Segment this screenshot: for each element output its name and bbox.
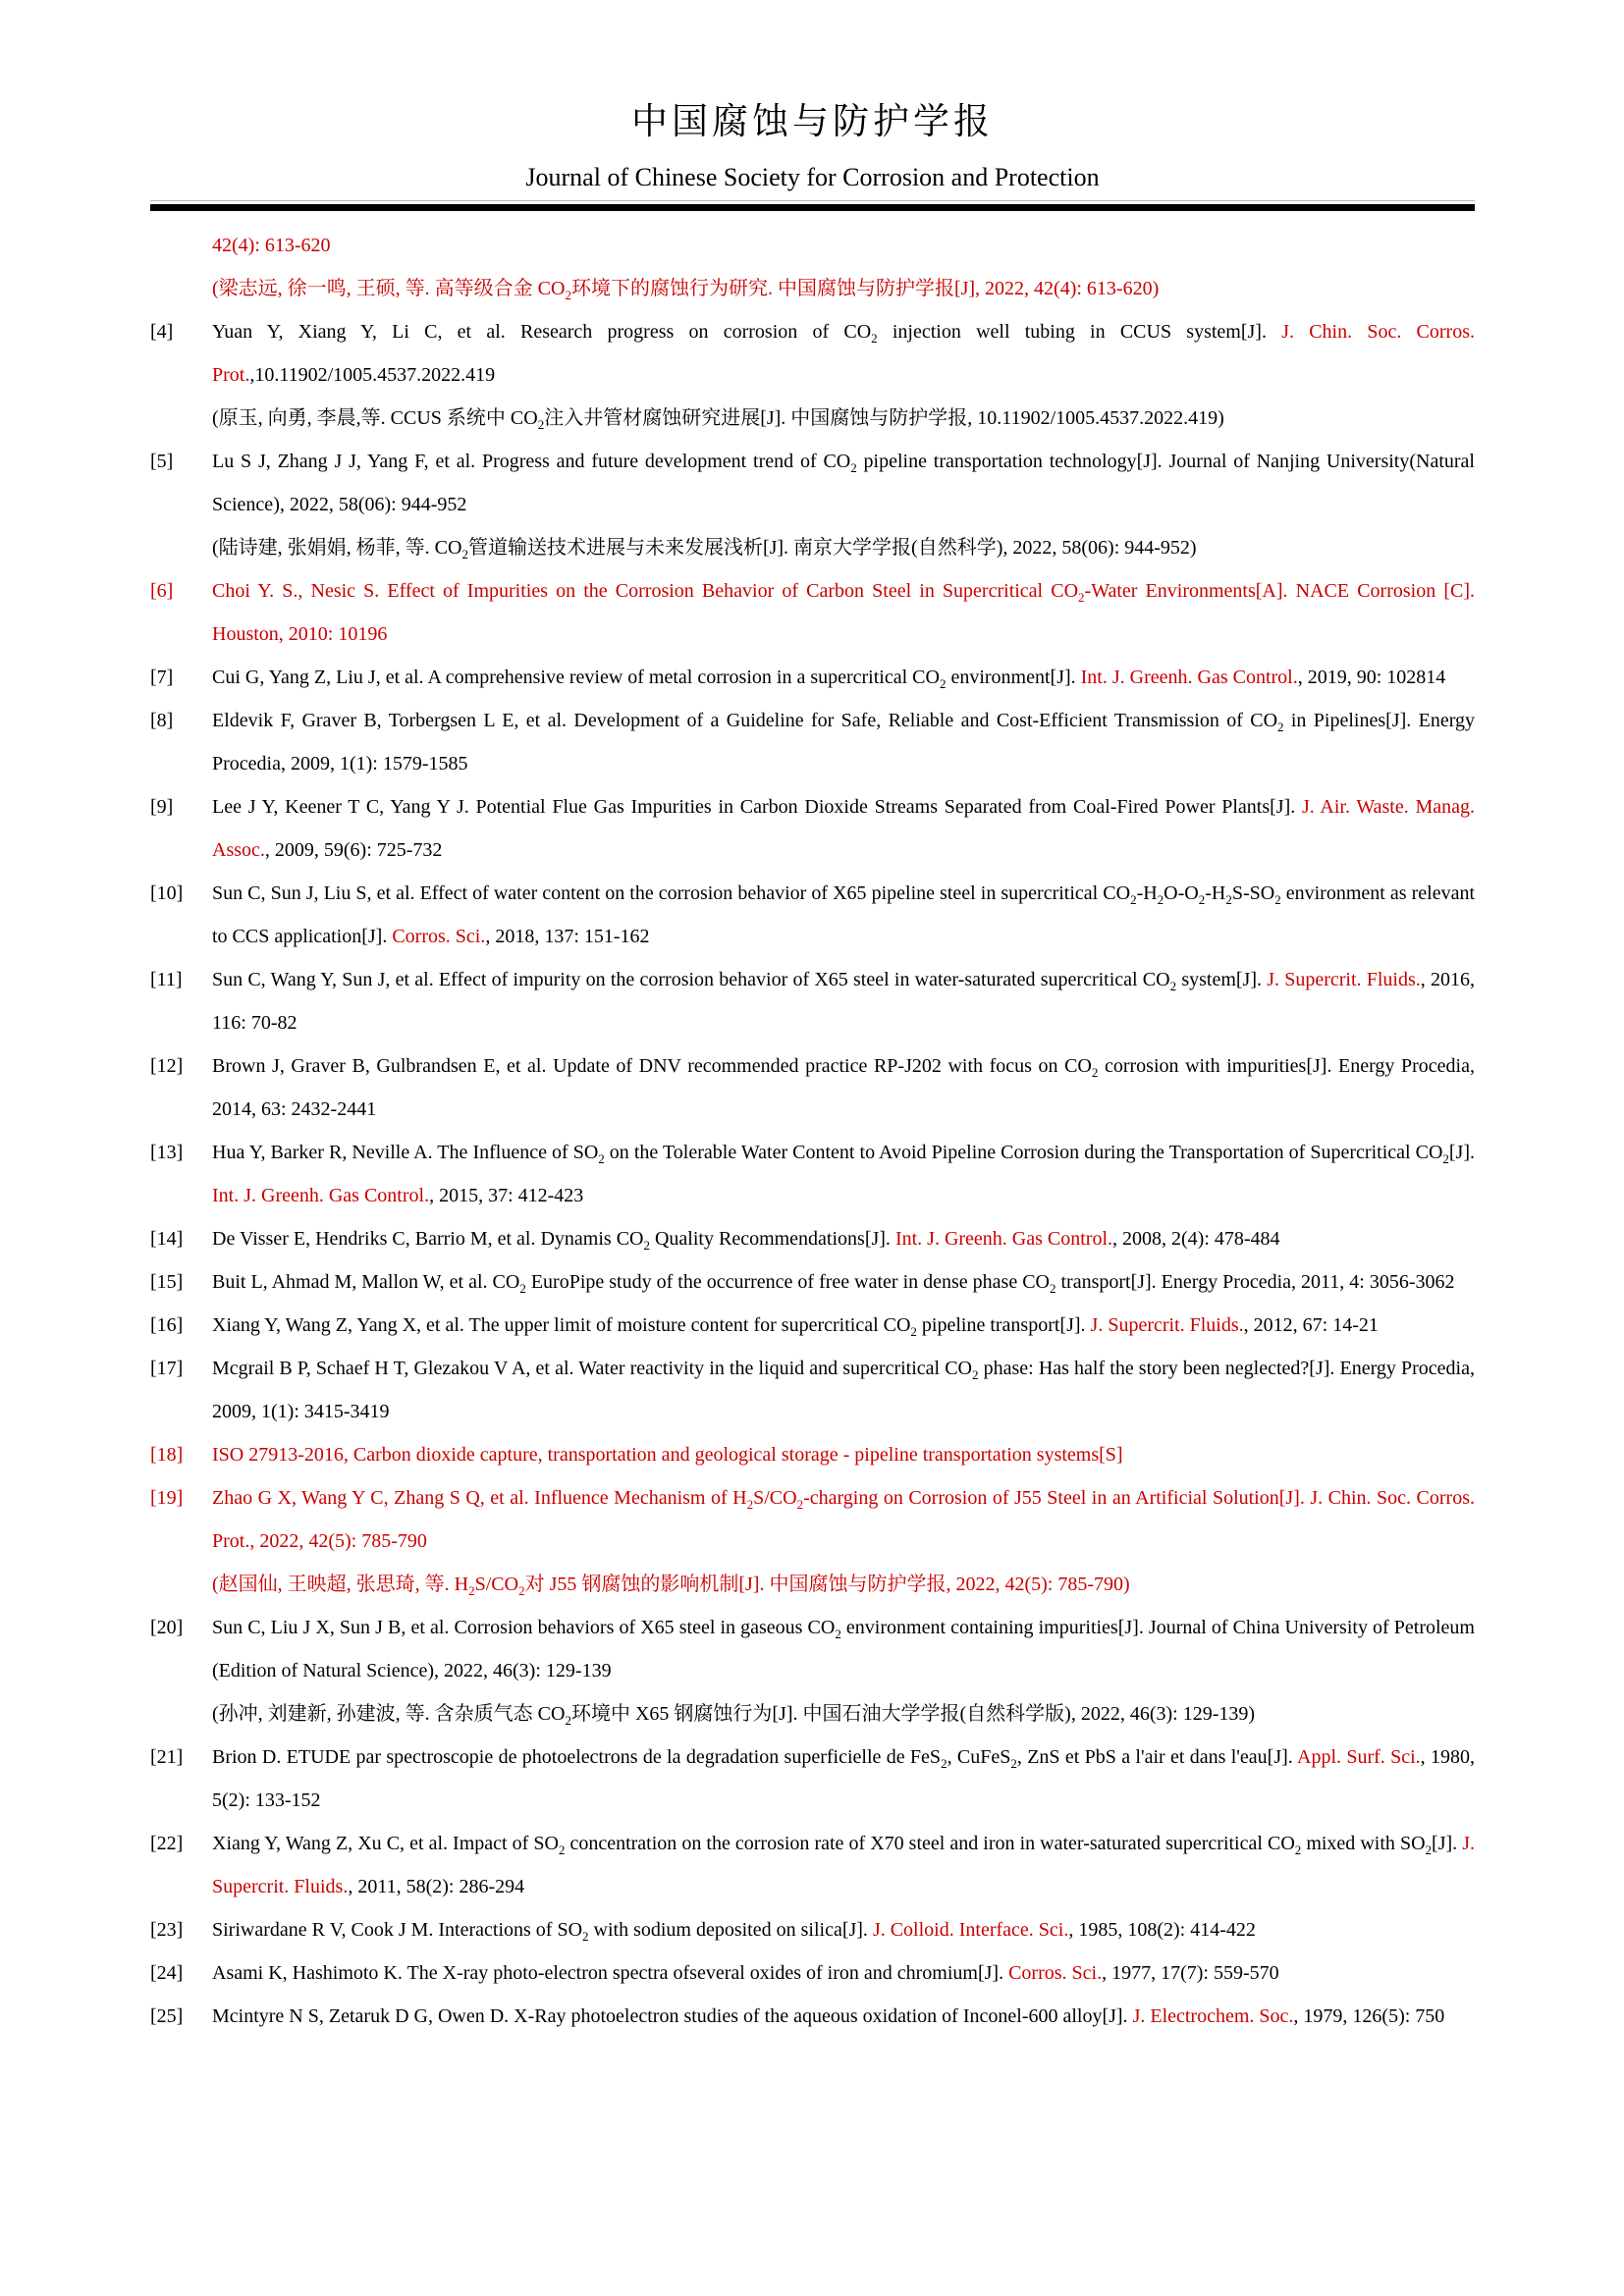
reference-number: [5] xyxy=(150,451,174,473)
citation-segment: Corros. Sci. xyxy=(392,926,486,948)
citation-segment: , 2019, 90: 102814 xyxy=(1297,667,1446,689)
page-header xyxy=(150,0,1475,211)
reference-item xyxy=(150,785,1475,872)
reference-number: [13] xyxy=(150,1142,184,1164)
reference-item xyxy=(150,958,1475,1044)
reference-number: [19] xyxy=(150,1487,184,1510)
reference-item xyxy=(150,1260,1475,1304)
citation-segment: Asami K, Hashimoto K. The X-ray photo-electron spectra ofseveral oxides of iron and chromium[J]. xyxy=(212,1962,1009,1985)
subscript-text: 2 xyxy=(1010,1756,1017,1772)
subscript-text: 2 xyxy=(1049,1281,1056,1297)
reference-text xyxy=(212,397,1475,440)
citation-segment: , 2012, 67: 14-21 xyxy=(1243,1314,1379,1337)
reference-text xyxy=(212,1217,1475,1260)
citation-segment: environment[J]. xyxy=(946,667,1081,689)
citation-segment: Hua Y, Barker R, Neville A. The Influence of SO xyxy=(212,1142,599,1164)
citation-segment: Int. J. Greenh. Gas Control. xyxy=(212,1185,430,1207)
subscript-text: 2 xyxy=(1078,590,1085,606)
citation-segment: Int. J. Greenh. Gas Control. xyxy=(1080,667,1298,689)
citation-segment: Sun C, Liu J X, Sun J B, et al. Corrosion behaviors of X65 steel in gaseous CO xyxy=(212,1617,836,1639)
reference-number: [11] xyxy=(150,969,183,991)
citation-segment: corrosion with impurities[J]. Energy Procedia, 2014, 63: 2432-2441 xyxy=(212,1055,1475,1121)
subscript-text: 2 xyxy=(1277,720,1284,735)
citation-segment: , 2008, 2(4): 478-484 xyxy=(1112,1228,1280,1251)
subscript-text: 2 xyxy=(835,1627,841,1642)
subscript-text: 2 xyxy=(796,1497,804,1513)
reference-body xyxy=(212,872,1475,958)
journal-title-chinese: 中国腐蚀与防护学报 xyxy=(631,102,994,142)
reference-text xyxy=(212,1735,1475,1822)
header-thin-rule xyxy=(150,200,1475,201)
reference-body xyxy=(212,440,1475,569)
citation-segment: on the Tolerable Water Content to Avoid Pipeline Corrosion during the Transportation of Supercritical CO xyxy=(604,1142,1443,1164)
subscript-text: 2 xyxy=(1157,892,1164,908)
citation-segment: concentration on the corrosion rate of X70 steel and iron in water-saturated supercritical CO xyxy=(565,1833,1295,1855)
subscript-text: 2 xyxy=(643,1238,650,1254)
citation-segment: Sun C, Wang Y, Sun J, et al. Effect of impurity on the corrosion behavior of X65 steel in water-saturated supercritical CO xyxy=(212,969,1170,991)
reference-item xyxy=(150,1735,1475,1822)
reference-number: [18] xyxy=(150,1444,184,1467)
reference-text xyxy=(212,1044,1475,1131)
subscript-text: 2 xyxy=(1225,892,1232,908)
subscript-text: 2 xyxy=(939,676,947,692)
reference-number: [4] xyxy=(150,321,174,344)
citation-segment: 管道输送技术进展与未来发展浅析[J]. 南京大学学报(自然科学), 2022, 58(06): 944-952) xyxy=(467,537,1197,560)
reference-text xyxy=(212,958,1475,1044)
reference-text xyxy=(212,656,1475,699)
reference-text xyxy=(212,440,1475,526)
citation-segment: , 2018, 137: 151-162 xyxy=(485,926,650,948)
citation-segment: (孙冲, 刘建新, 孙建波, 等. 含杂质气态 CO xyxy=(212,1703,566,1726)
citation-segment: O-O xyxy=(1164,882,1199,905)
reference-text xyxy=(212,310,1475,397)
reference-number: [16] xyxy=(150,1314,184,1337)
citation-segment: De Visser E, Hendriks C, Barrio M, et al. Dynamis CO xyxy=(212,1228,644,1251)
reference-item xyxy=(150,872,1475,958)
citation-segment: Mcgrail B P, Schaef H T, Glezakou V A, et al. Water reactivity in the liquid and supercritical CO xyxy=(212,1358,972,1380)
citation-segment: J. Supercrit. Fluids. xyxy=(212,1833,1475,1898)
reference-item xyxy=(150,1822,1475,1908)
reference-number: [8] xyxy=(150,710,174,732)
citation-segment: Siriwardane R V, Cook J M. Interactions of SO xyxy=(212,1919,583,1942)
reference-body xyxy=(212,569,1475,656)
subscript-text: 2 xyxy=(972,1367,979,1383)
citation-segment: Eldevik F, Graver B, Torbergsen L E, et al. Development of a Guideline for Safe, Reliable and Cost-Efficient Transmission of CO xyxy=(212,710,1278,732)
citation-segment: environment as relevant to CCS application[J]. xyxy=(212,882,1475,948)
reference-number: [14] xyxy=(150,1228,184,1251)
citation-segment: -charging on Corrosion of J55 Steel in an Artificial Solution[J]. J. Chin. Soc. Corros. Prot., 2022, 42(5): 785-790 xyxy=(212,1487,1475,1553)
reference-text xyxy=(212,1433,1475,1476)
reference-item xyxy=(150,1995,1475,2038)
citation-segment: , 2016, 116: 70-82 xyxy=(212,969,1475,1035)
citation-segment: Mcintyre N S, Zetaruk D G, Owen D. X-Ray photoelectron studies of the aqueous oxidation of Inconel-600 alloy[J]. xyxy=(212,2005,1133,2028)
citation-segment: phase: Has half the story been neglected?[J]. Energy Procedia, 2009, 1(1): 3415-3419 xyxy=(212,1358,1475,1423)
citation-segment: Lee J Y, Keener T C, Yang Y J. Potential Flue Gas Impurities in Carbon Dioxide Streams Separated from Coal-Fired Power Plants[J]. xyxy=(212,796,1302,819)
reference-item xyxy=(150,1131,1475,1217)
subscript-text: 2 xyxy=(468,1583,475,1599)
reference-text xyxy=(212,1347,1475,1433)
citation-segment: in Pipelines[J]. Energy Procedia, 2009, 1(1): 1579-1585 xyxy=(212,710,1475,775)
citation-segment: [J]. xyxy=(1432,1833,1463,1855)
citation-segment: -Water Environments[A]. NACE Corrosion [C]. Houston, 2010: 10196 xyxy=(212,580,1476,646)
citation-segment: , 1977, 17(7): 559-570 xyxy=(1102,1962,1279,1985)
citation-segment: , CuFeS xyxy=(947,1746,1011,1769)
citation-segment: ISO 27913-2016, Carbon dioxide capture, transportation and geological storage - pipeline transportation systems[S] xyxy=(212,1444,1123,1467)
reference-item xyxy=(150,1433,1475,1476)
citation-segment: [J]. xyxy=(1448,1142,1475,1164)
reference-number: [23] xyxy=(150,1919,184,1942)
citation-segment: Xiang Y, Wang Z, Yang X, et al. The upper limit of moisture content for supercritical CO xyxy=(212,1314,911,1337)
citation-segment: J. Supercrit. Fluids. xyxy=(1267,969,1421,991)
citation-segment: 对 J55 钢腐蚀的影响机制[J]. 中国腐蚀与防护学报, 2022, 42(5): 785-790) xyxy=(524,1574,1130,1596)
reference-text xyxy=(212,1995,1475,2038)
reference-item xyxy=(150,1347,1475,1433)
reference-item xyxy=(150,656,1475,699)
subscript-text: 2 xyxy=(598,1151,605,1167)
citation-segment: environment containing impurities[J]. Journal of China University of Petroleum (Edition of Natural Science), 2022, 46(3): 129-139 xyxy=(212,1617,1475,1682)
subscript-text: 2 xyxy=(519,1281,526,1297)
citation-segment: 42(4): 613-620 xyxy=(212,235,331,257)
citation-segment: Zhao G X, Wang Y C, Zhang S Q, et al. Influence Mechanism of H xyxy=(212,1487,747,1510)
subscript-text: 2 xyxy=(565,1713,571,1729)
citation-segment: -H xyxy=(1136,882,1158,905)
citation-segment: ,10.11902/1005.4537.2022.419 xyxy=(249,364,496,387)
reference-text xyxy=(212,1563,1475,1606)
citation-segment: Buit L, Ahmad M, Mallon W, et al. CO xyxy=(212,1271,520,1294)
citation-segment: injection well tubing in CCUS system[J]. xyxy=(877,321,1282,344)
citation-segment: with sodium deposited on silica[J]. xyxy=(588,1919,873,1942)
reference-body xyxy=(212,1433,1475,1476)
reference-body xyxy=(212,1044,1475,1131)
subscript-text: 2 xyxy=(746,1497,754,1513)
reference-text xyxy=(212,1476,1475,1563)
reference-text xyxy=(212,1822,1475,1908)
reference-text xyxy=(212,267,1475,310)
reference-text xyxy=(212,1260,1475,1304)
reference-body xyxy=(212,1606,1475,1735)
reference-number: [20] xyxy=(150,1617,184,1639)
citation-segment: Sun C, Sun J, Liu S, et al. Effect of water content on the corrosion behavior of X65 pipeline steel in supercritical CO xyxy=(212,882,1131,905)
citation-segment: (赵国仙, 王映超, 张思琦, 等. H xyxy=(212,1574,469,1596)
reference-body xyxy=(212,310,1475,440)
header-thick-rule xyxy=(150,204,1475,211)
reference-text xyxy=(212,1692,1475,1735)
citation-segment: Cui G, Yang Z, Liu J, et al. A comprehensive review of metal corrosion in a supercritical CO xyxy=(212,667,940,689)
citation-segment: S/CO xyxy=(753,1487,797,1510)
subscript-text: 2 xyxy=(537,417,545,433)
subscript-text: 2 xyxy=(941,1756,947,1772)
reference-item xyxy=(150,1304,1475,1347)
subscript-text: 2 xyxy=(558,1842,566,1858)
citation-segment: Appl. Surf. Sci. xyxy=(1297,1746,1421,1769)
reference-body xyxy=(212,224,1475,310)
citation-segment: , 1985, 108(2): 414-422 xyxy=(1068,1919,1256,1942)
citation-segment: Brown J, Graver B, Gulbrandsen E, et al. Update of DNV recommended practice RP-J202 with focus on CO xyxy=(212,1055,1092,1078)
reference-body xyxy=(212,1260,1475,1304)
citation-segment: (梁志远, 徐一鸣, 王硕, 等. 高等级合金 CO xyxy=(212,278,566,300)
reference-body xyxy=(212,1995,1475,2038)
citation-segment: mixed with SO xyxy=(1301,1833,1426,1855)
reference-item xyxy=(150,569,1475,656)
citation-segment: -H xyxy=(1205,882,1226,905)
reference-text xyxy=(212,569,1475,656)
citation-segment: 环境中 X65 钢腐蚀行为[J]. 中国石油大学学报(自然科学版), 2022, 46(3): 129-139) xyxy=(570,1703,1256,1726)
citation-segment: J. Supercrit. Fluids. xyxy=(1090,1314,1244,1337)
reference-item xyxy=(150,699,1475,785)
citation-segment: S-SO xyxy=(1231,882,1275,905)
reference-text xyxy=(212,699,1475,785)
citation-segment: 注入井管材腐蚀研究进展[J]. 中国腐蚀与防护学报, 10.11902/1005.4537.2022.419) xyxy=(544,407,1224,430)
reference-number: [15] xyxy=(150,1271,184,1294)
subscript-text: 2 xyxy=(871,331,878,347)
subscript-text: 2 xyxy=(1091,1065,1099,1081)
reference-item xyxy=(150,440,1475,569)
subscript-text: 2 xyxy=(565,288,571,303)
citation-segment: , 1980, 5(2): 133-152 xyxy=(212,1746,1476,1812)
subscript-text: 2 xyxy=(910,1324,917,1340)
reference-item xyxy=(150,1908,1475,1951)
citation-segment: J. Chin. Soc. Corros. Prot. xyxy=(212,321,1475,387)
reference-text xyxy=(212,224,1475,267)
citation-segment: Brion D. ETUDE par spectroscopie de photoelectrons de la degradation superficielle de FeS xyxy=(212,1746,942,1769)
citation-segment: Corros. Sci. xyxy=(1008,1962,1103,1985)
citation-segment: transport[J]. Energy Procedia, 2011, 4: 3056-3062 xyxy=(1056,1271,1455,1294)
subscript-text: 2 xyxy=(461,547,468,562)
reference-body xyxy=(212,1735,1475,1822)
citation-segment: 环境下的腐蚀行为研究. 中国腐蚀与防护学报[J], 2022, 42(4): 613-620) xyxy=(570,278,1160,300)
reference-number: [12] xyxy=(150,1055,184,1078)
reference-body xyxy=(212,1131,1475,1217)
citation-segment: J. Colloid. Interface. Sci. xyxy=(872,1919,1069,1942)
reference-body xyxy=(212,1822,1475,1908)
citation-segment: (陆诗建, 张娟娟, 杨菲, 等. CO xyxy=(212,537,462,560)
subscript-text: 2 xyxy=(1198,892,1206,908)
reference-item xyxy=(150,224,1475,310)
reference-number: [7] xyxy=(150,667,174,689)
citation-segment: (原玉, 向勇, 李晨,等. CCUS 系统中 CO xyxy=(212,407,538,430)
reference-number: [21] xyxy=(150,1746,184,1769)
reference-item xyxy=(150,1217,1475,1260)
citation-segment: , ZnS et PbS a l'air et dans l'eau[J]. xyxy=(1016,1746,1297,1769)
subscript-text: 2 xyxy=(1130,892,1137,908)
reference-text xyxy=(212,526,1475,569)
reference-body xyxy=(212,1476,1475,1606)
reference-item xyxy=(150,1606,1475,1735)
reference-number: [24] xyxy=(150,1962,184,1985)
reference-item xyxy=(150,1476,1475,1606)
subscript-text: 2 xyxy=(1274,892,1281,908)
reference-body xyxy=(212,699,1475,785)
reference-text xyxy=(212,1131,1475,1217)
references-list xyxy=(150,224,1475,2038)
reference-number xyxy=(150,224,212,310)
citation-segment: system[J]. xyxy=(1176,969,1268,991)
reference-item xyxy=(150,1044,1475,1131)
citation-segment: , 2011, 58(2): 286-294 xyxy=(348,1876,525,1898)
citation-segment: Int. J. Greenh. Gas Control. xyxy=(894,1228,1113,1251)
journal-title-english: Journal of Chinese Society for Corrosion and Protection xyxy=(525,162,1100,191)
citation-segment: Quality Recommendations[J]. xyxy=(649,1228,895,1251)
reference-body xyxy=(212,1347,1475,1433)
reference-text xyxy=(212,1304,1475,1347)
reference-text xyxy=(212,1951,1475,1995)
subscript-text: 2 xyxy=(1442,1151,1449,1167)
reference-body xyxy=(212,1217,1475,1260)
reference-body xyxy=(212,785,1475,872)
reference-number: [22] xyxy=(150,1833,184,1855)
reference-body xyxy=(212,1304,1475,1347)
citation-segment: J. Air. Waste. Manag. Assoc. xyxy=(212,796,1476,862)
subscript-text: 2 xyxy=(1169,979,1177,994)
citation-segment: EuroPipe study of the occurrence of free water in dense phase CO xyxy=(525,1271,1050,1294)
reference-text xyxy=(212,1908,1475,1951)
citation-segment: , 1979, 126(5): 750 xyxy=(1293,2005,1445,2028)
reference-number: [9] xyxy=(150,796,174,819)
reference-text xyxy=(212,785,1475,872)
reference-item xyxy=(150,1951,1475,1995)
subscript-text: 2 xyxy=(1294,1842,1302,1858)
citation-segment: J. Electrochem. Soc. xyxy=(1132,2005,1294,2028)
reference-text xyxy=(212,1606,1475,1692)
subscript-text: 2 xyxy=(518,1583,525,1599)
citation-segment: Yuan Y, Xiang Y, Li C, et al. Research progress on corrosion of CO xyxy=(212,321,872,344)
reference-body xyxy=(212,1908,1475,1951)
reference-number: [17] xyxy=(150,1358,184,1380)
citation-segment: S/CO xyxy=(474,1574,519,1596)
citation-segment: Choi Y. S., Nesic S. Effect of Impurities on the Corrosion Behavior of Carbon Steel in Supercritical CO xyxy=(212,580,1079,603)
reference-item xyxy=(150,310,1475,440)
citation-segment: pipeline transport[J]. xyxy=(916,1314,1091,1337)
reference-number: [25] xyxy=(150,2005,184,2028)
reference-number: [6] xyxy=(150,580,174,603)
reference-number: [10] xyxy=(150,882,184,905)
subscript-text: 2 xyxy=(1425,1842,1433,1858)
citation-segment: , 2009, 59(6): 725-732 xyxy=(264,839,443,862)
reference-text xyxy=(212,872,1475,958)
reference-body xyxy=(212,656,1475,699)
reference-body xyxy=(212,1951,1475,1995)
citation-segment: pipeline transportation technology[J]. Journal of Nanjing University(Natural Science), 2022, 58(06): 944-952 xyxy=(212,451,1475,516)
citation-segment: Lu S J, Zhang J J, Yang F, et al. Progress and future development trend of CO xyxy=(212,451,851,473)
subscript-text: 2 xyxy=(582,1929,589,1945)
citation-segment: Xiang Y, Wang Z, Xu C, et al. Impact of SO xyxy=(212,1833,559,1855)
reference-body xyxy=(212,958,1475,1044)
citation-segment: , 2015, 37: 412-423 xyxy=(429,1185,584,1207)
subscript-text: 2 xyxy=(850,460,857,476)
